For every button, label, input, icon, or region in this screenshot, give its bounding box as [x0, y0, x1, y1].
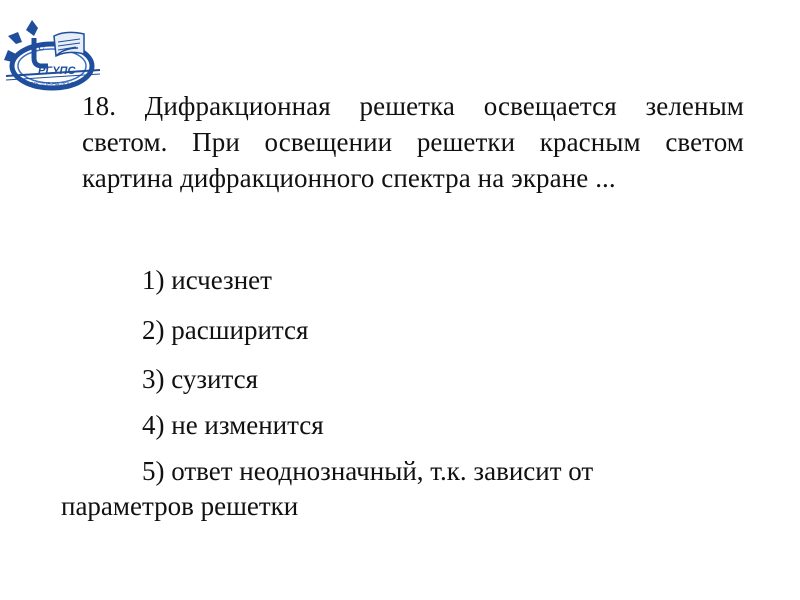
answer-option-5[interactable]: 5) ответ неоднозначный, т.к. зависит от: [142, 456, 594, 486]
logo-graphic: [4, 12, 104, 96]
question-line-2: светом. При освещении решетки красным светом: [82, 127, 744, 157]
answer-option-4[interactable]: 4) не изменится: [142, 410, 324, 440]
question-line-1: 18. Дифракционная решетка освещается зеленым: [82, 91, 744, 121]
answer-option-3[interactable]: 3) сузится: [142, 364, 259, 394]
answer-option-2[interactable]: 2) расширится: [142, 315, 309, 345]
question-line-3: картина дифракционного спектра на экране ...: [82, 163, 616, 193]
svg-text:U: U: [38, 42, 46, 53]
answer-option-1[interactable]: 1) исчезнет: [142, 265, 272, 295]
answer-option-5-continuation[interactable]: параметров решетки: [61, 491, 299, 521]
question-text: [82, 88, 744, 196]
logo-text: РГУПС: [38, 65, 76, 77]
logo-ring-text: РОСТОВ-НА-ДОНУ: [30, 82, 75, 88]
rgups-logo-icon: [4, 12, 104, 96]
